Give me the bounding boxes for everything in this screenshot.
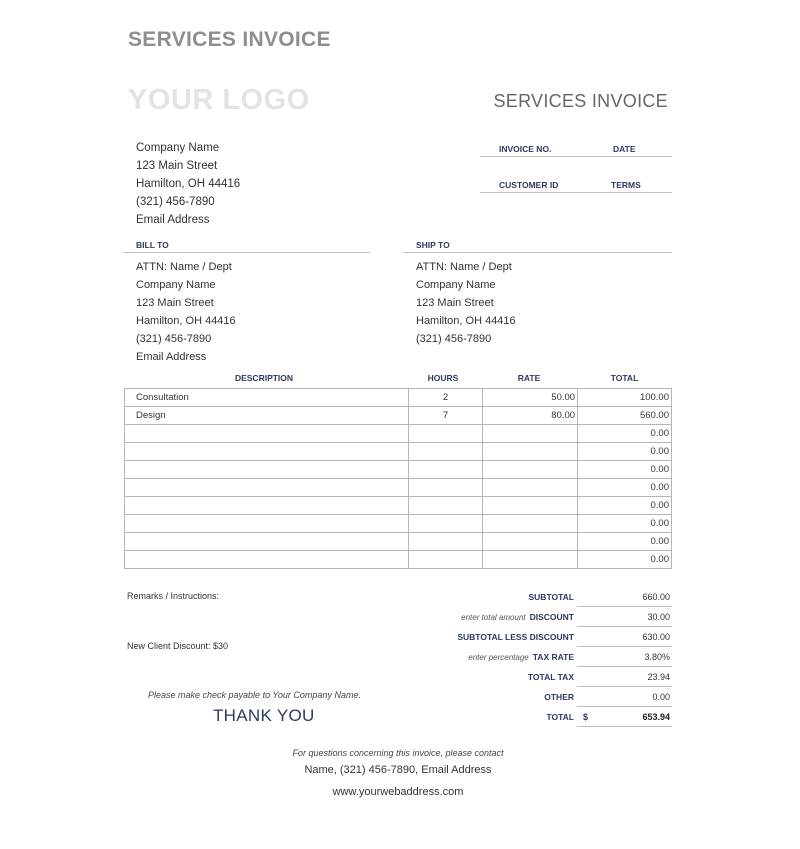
invoice-title: SERVICES INVOICE <box>493 91 668 111</box>
document-title: SERVICES INVOICE <box>128 28 331 51</box>
ship-to-city: Hamilton, OH 44416 <box>416 315 516 327</box>
ship-to-divider <box>404 252 672 253</box>
bill-to-street: 123 Main Street <box>136 297 214 309</box>
item-hours-cell[interactable]: 7 <box>408 407 483 425</box>
item-description-cell[interactable] <box>125 533 409 551</box>
item-description-cell[interactable] <box>125 425 409 443</box>
item-description-cell[interactable] <box>125 443 409 461</box>
item-total-cell[interactable]: 0.00 <box>578 443 672 461</box>
item-hours-cell[interactable]: 2 <box>408 389 483 407</box>
summary-discount <box>400 608 672 628</box>
customer-id-label: CUSTOMER ID <box>499 180 559 190</box>
summary-tax-rate <box>400 648 672 668</box>
item-total-cell[interactable]: 560.00 <box>578 407 672 425</box>
company-info <box>136 139 240 229</box>
tax-rate-label-group <box>468 652 574 662</box>
table-row <box>125 551 672 569</box>
item-rate-cell[interactable] <box>483 515 578 533</box>
currency-symbol: $ <box>583 712 589 722</box>
items-table <box>124 388 672 569</box>
table-row <box>125 389 672 407</box>
table-row <box>125 479 672 497</box>
item-rate-cell[interactable] <box>483 533 578 551</box>
table-row <box>125 407 672 425</box>
ship-to-company: Company Name <box>416 279 496 291</box>
summary-total <box>400 708 672 728</box>
total-tax-label: TOTAL TAX <box>527 672 574 682</box>
bill-to-label: BILL TO <box>136 240 169 250</box>
item-description-cell[interactable] <box>125 461 409 479</box>
bill-to-city: Hamilton, OH 44416 <box>136 315 236 327</box>
other-value[interactable]: 0.00 <box>577 688 672 707</box>
item-hours-cell[interactable] <box>408 497 483 515</box>
meta-divider <box>480 192 672 193</box>
summary-total-tax <box>400 668 672 688</box>
company-name: Company Name <box>136 142 220 154</box>
item-hours-cell[interactable] <box>408 533 483 551</box>
item-hours-cell[interactable] <box>408 443 483 461</box>
item-rate-cell[interactable]: 50.00 <box>483 389 578 407</box>
total-tax-value: 23.94 <box>577 668 672 687</box>
subtotal-label: SUBTOTAL <box>528 592 574 602</box>
item-description-cell[interactable]: Design <box>125 407 409 425</box>
total-value: 653.94 <box>642 712 670 722</box>
item-rate-cell[interactable] <box>483 461 578 479</box>
date-label: DATE <box>613 144 636 154</box>
item-rate-cell[interactable] <box>483 497 578 515</box>
item-total-cell[interactable]: 0.00 <box>578 551 672 569</box>
bill-to-address <box>136 258 236 366</box>
footer-contact-note: For questions concerning this invoice, please contact <box>292 748 504 758</box>
tax-rate-hint: enter percentage <box>468 653 529 662</box>
payable-note: Please make check payable to Your Company Name. <box>148 690 361 700</box>
item-rate-cell[interactable] <box>483 425 578 443</box>
column-header-description: DESCRIPTION <box>234 373 294 383</box>
company-phone: (321) 456-7890 <box>136 196 215 208</box>
item-total-cell[interactable]: 0.00 <box>578 533 672 551</box>
subtotal-less-discount-label: SUBTOTAL LESS DISCOUNT <box>457 632 574 642</box>
item-total-cell[interactable]: 100.00 <box>578 389 672 407</box>
meta-divider <box>480 156 672 157</box>
item-total-cell[interactable]: 0.00 <box>578 461 672 479</box>
item-total-cell[interactable]: 0.00 <box>578 425 672 443</box>
bill-to-email: Email Address <box>136 351 207 363</box>
discount-label-group <box>461 612 574 622</box>
item-total-cell[interactable]: 0.00 <box>578 479 672 497</box>
item-total-cell[interactable]: 0.00 <box>578 497 672 515</box>
item-description-cell[interactable]: Consultation <box>125 389 409 407</box>
ship-to-attn: ATTN: Name / Dept <box>416 261 512 273</box>
item-description-cell[interactable] <box>125 497 409 515</box>
company-city: Hamilton, OH 44416 <box>136 178 241 190</box>
table-row <box>125 497 672 515</box>
company-street: 123 Main Street <box>136 160 218 172</box>
summary-subtotal-less-discount <box>400 628 672 648</box>
item-rate-cell[interactable] <box>483 551 578 569</box>
total-label: TOTAL <box>546 712 574 722</box>
footer-website[interactable]: www.yourwebaddress.com <box>332 786 464 798</box>
table-row <box>125 425 672 443</box>
tax-rate-value[interactable]: 3.80% <box>577 648 672 667</box>
table-row <box>125 533 672 551</box>
column-header-rate: RATE <box>517 373 541 383</box>
subtotal-value: 660.00 <box>577 588 672 607</box>
bill-to-company: Company Name <box>136 279 216 291</box>
table-row <box>125 461 672 479</box>
other-label: OTHER <box>544 692 574 702</box>
terms-label: TERMS <box>611 180 641 190</box>
item-hours-cell[interactable] <box>408 551 483 569</box>
summary-subtotal <box>400 588 672 608</box>
ship-to-address <box>416 258 516 348</box>
item-hours-cell[interactable] <box>408 425 483 443</box>
thank-you: THANK YOU <box>213 706 315 725</box>
item-description-cell[interactable] <box>125 515 409 533</box>
column-header-total: TOTAL <box>610 373 639 383</box>
company-email: Email Address <box>136 214 210 226</box>
item-description-cell[interactable] <box>125 479 409 497</box>
logo-placeholder: YOUR LOGO <box>128 84 310 116</box>
table-row <box>125 515 672 533</box>
footer-contact-details: Name, (321) 456-7890, Email Address <box>304 764 492 776</box>
column-header-hours: HOURS <box>427 373 459 383</box>
bill-to-phone: (321) 456-7890 <box>136 333 212 345</box>
item-rate-cell[interactable] <box>483 443 578 461</box>
item-hours-cell[interactable] <box>408 479 483 497</box>
item-hours-cell[interactable] <box>408 515 483 533</box>
item-rate-cell[interactable]: 80.00 <box>483 407 578 425</box>
total-value-cell <box>577 708 672 727</box>
item-hours-cell[interactable] <box>408 461 483 479</box>
discount-label: DISCOUNT <box>529 612 574 622</box>
bill-to-divider <box>124 252 370 253</box>
ship-to-phone: (321) 456-7890 <box>416 333 492 345</box>
subtotal-less-discount-value: 630.00 <box>577 628 672 647</box>
ship-to-label: SHIP TO <box>416 240 450 250</box>
summary-other <box>400 688 672 708</box>
discount-note: New Client Discount: $30 <box>127 641 229 651</box>
tax-rate-label: TAX RATE <box>532 652 574 662</box>
discount-hint: enter total amount <box>461 613 526 622</box>
invoice-no-label: INVOICE NO. <box>499 144 552 154</box>
item-total-cell[interactable]: 0.00 <box>578 515 672 533</box>
item-rate-cell[interactable] <box>483 479 578 497</box>
item-description-cell[interactable] <box>125 551 409 569</box>
ship-to-street: 123 Main Street <box>416 297 494 309</box>
table-row <box>125 443 672 461</box>
discount-value[interactable]: 30.00 <box>577 608 672 627</box>
remarks-label: Remarks / Instructions: <box>127 591 220 601</box>
bill-to-attn: ATTN: Name / Dept <box>136 261 232 273</box>
